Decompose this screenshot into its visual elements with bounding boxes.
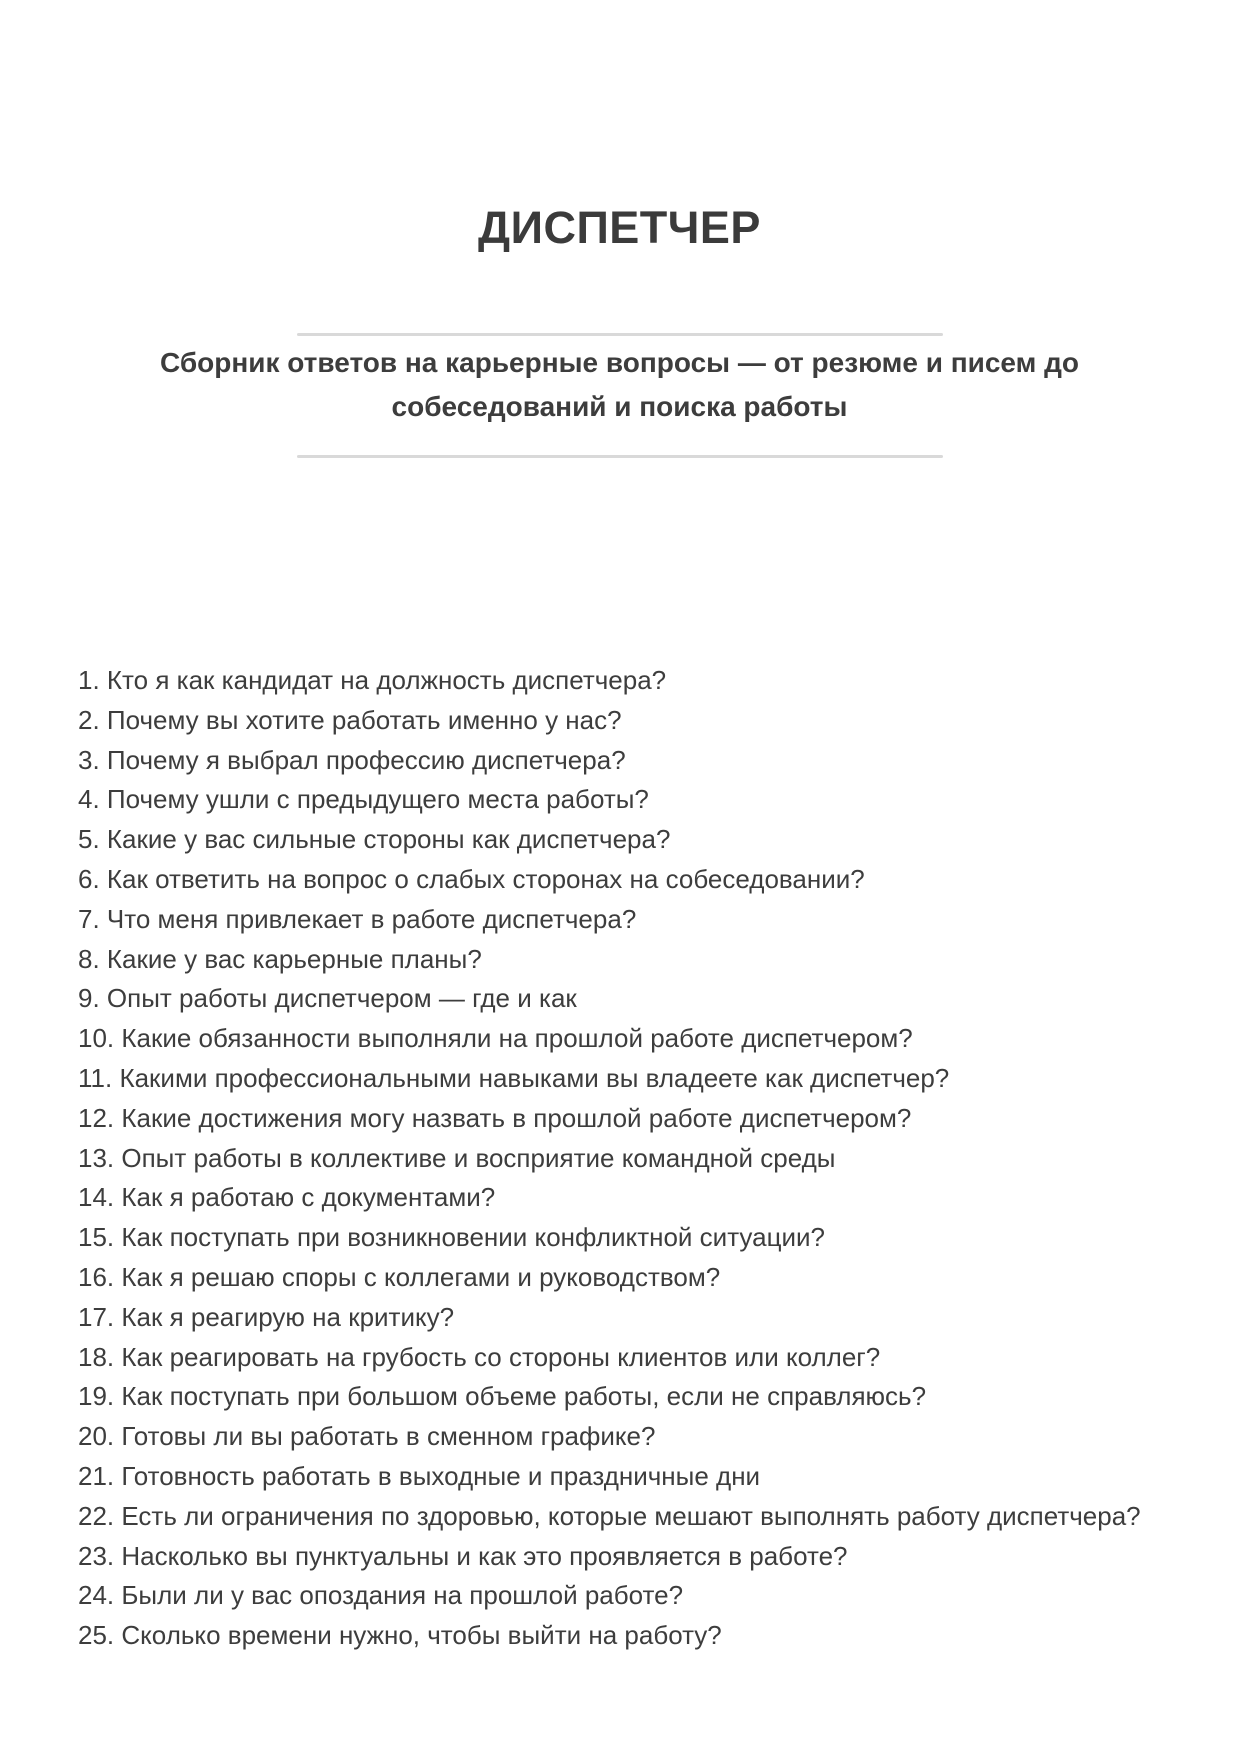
subtitle-line-1: Сборник ответов на карьерные вопросы — от резюме и писем до xyxy=(160,347,1079,378)
toc-item: 13. Опыт работы в коллективе и восприятие командной среды xyxy=(78,1142,836,1173)
toc-item: 24. Были ли у вас опоздания на прошлой работе? xyxy=(78,1580,684,1611)
toc-item: 18. Как реагировать на грубость со стороны клиентов или коллег? xyxy=(78,1341,881,1372)
toc-item: 22. Есть ли ограничения по здоровью, которые мешают выполнять работу диспетчера? xyxy=(78,1500,1141,1531)
toc-item: 14. Как я работаю с документами? xyxy=(78,1182,496,1213)
toc-item: 3. Почему я выбрал профессию диспетчера? xyxy=(78,744,626,775)
toc-item: 10. Какие обязанности выполняли на прошлой работе диспетчером? xyxy=(78,1023,913,1054)
subtitle-line-2: собеседований и поиска работы xyxy=(391,391,848,422)
toc-item: 17. Как я реагирую на критику? xyxy=(78,1301,455,1332)
toc-item: 11. Какими профессиональными навыками вы владеете как диспетчер? xyxy=(78,1062,950,1093)
table-of-contents xyxy=(78,661,1203,1656)
page-subtitle xyxy=(0,341,1239,429)
toc-item: 25. Сколько времени нужно, чтобы выйти на работу? xyxy=(78,1620,722,1651)
toc-item: 1. Кто я как кандидат на должность диспетчера? xyxy=(78,665,667,695)
toc-item: 23. Насколько вы пунктуальны и как это проявляется в работе? xyxy=(78,1540,848,1571)
divider-bottom xyxy=(297,455,943,458)
toc-item: 19. Как поступать при большом объеме работы, если не справляюсь? xyxy=(78,1381,927,1412)
toc-item: 15. Как поступать при возникновении конфликтной ситуации? xyxy=(78,1222,825,1253)
toc-item: 20. Готовы ли вы работать в сменном графике? xyxy=(78,1421,656,1452)
page-title: ДИСПЕТЧЕР xyxy=(478,202,761,254)
toc-item: 8. Какие у вас карьерные планы? xyxy=(78,943,482,974)
toc-item: 6. Как ответить на вопрос о слабых сторонах на собеседовании? xyxy=(78,863,865,894)
toc-item: 2. Почему вы хотите работать именно у нас? xyxy=(78,704,622,735)
toc-item: 16. Как я решаю споры с коллегами и руководством? xyxy=(78,1261,721,1292)
toc-item: 9. Опыт работы диспетчером — где и как xyxy=(78,983,577,1014)
toc-item: 4. Почему ушли с предыдущего места работы? xyxy=(78,784,649,815)
divider-top xyxy=(297,333,943,336)
toc-item: 21. Готовность работать в выходные и праздничные дни xyxy=(78,1460,761,1491)
toc-item: 5. Какие у вас сильные стороны как диспетчера? xyxy=(78,824,671,855)
toc-item: 7. Что меня привлекает в работе диспетчера? xyxy=(78,903,637,934)
toc-item: 12. Какие достижения могу назвать в прошлой работе диспетчером? xyxy=(78,1102,912,1133)
